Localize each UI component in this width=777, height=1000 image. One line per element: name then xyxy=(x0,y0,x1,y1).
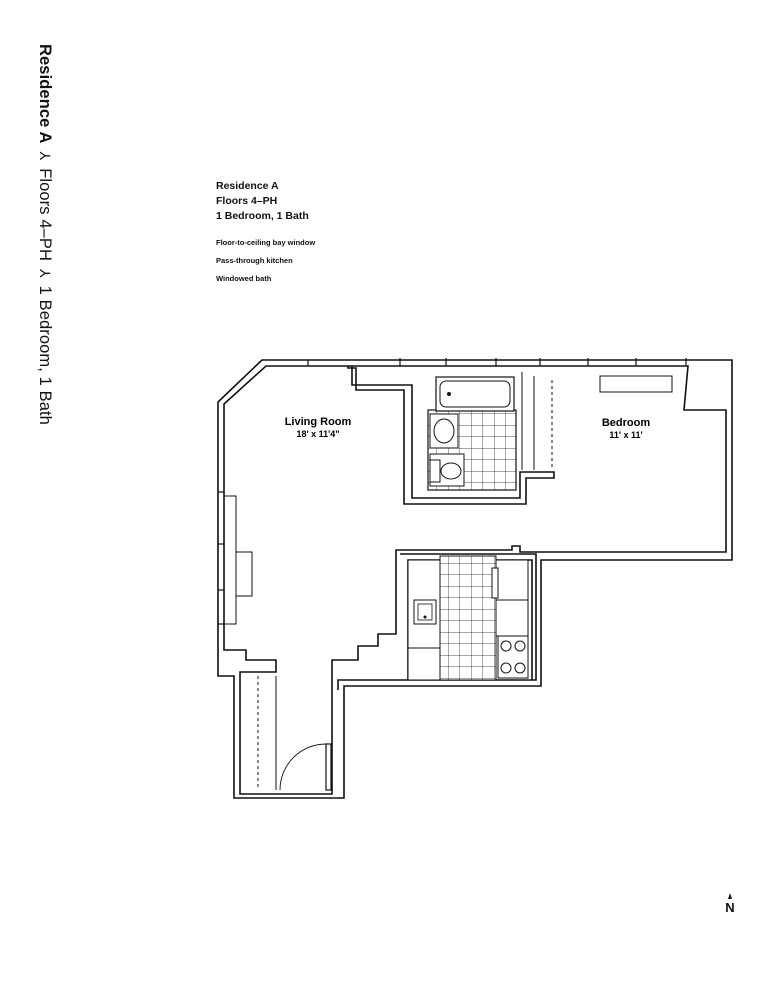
separator-icon: ⅄ xyxy=(37,151,53,161)
living-storage xyxy=(224,496,252,624)
side-title-name: Residence A xyxy=(36,44,54,144)
side-title-floors: Floors 4–PH xyxy=(36,168,54,261)
feature-item: Pass-through kitchen xyxy=(216,256,293,265)
separator-icon: ⅄ xyxy=(37,269,53,278)
kitchen xyxy=(408,556,528,680)
info-floors: Floors 4–PH xyxy=(216,195,278,207)
info-residence: Residence A xyxy=(216,180,279,192)
feature-item: Floor-to-ceiling bay window xyxy=(216,238,316,247)
entry xyxy=(258,676,331,790)
bedroom-dims: 11' x 11' xyxy=(609,430,643,440)
bedroom-label: Bedroom xyxy=(601,417,651,429)
compass xyxy=(720,893,740,915)
bathroom xyxy=(428,377,516,490)
side-title-type: 1 Bedroom, 1 Bath xyxy=(36,285,54,425)
living-room-label: Living Room xyxy=(284,416,352,428)
north-arrow-icon xyxy=(728,893,732,899)
compass-label: N xyxy=(725,900,735,915)
feature-item: Windowed bath xyxy=(216,274,272,283)
living-room-dims: 18' x 11'4" xyxy=(296,429,340,439)
info-type: 1 Bedroom, 1 Bath xyxy=(216,210,309,222)
